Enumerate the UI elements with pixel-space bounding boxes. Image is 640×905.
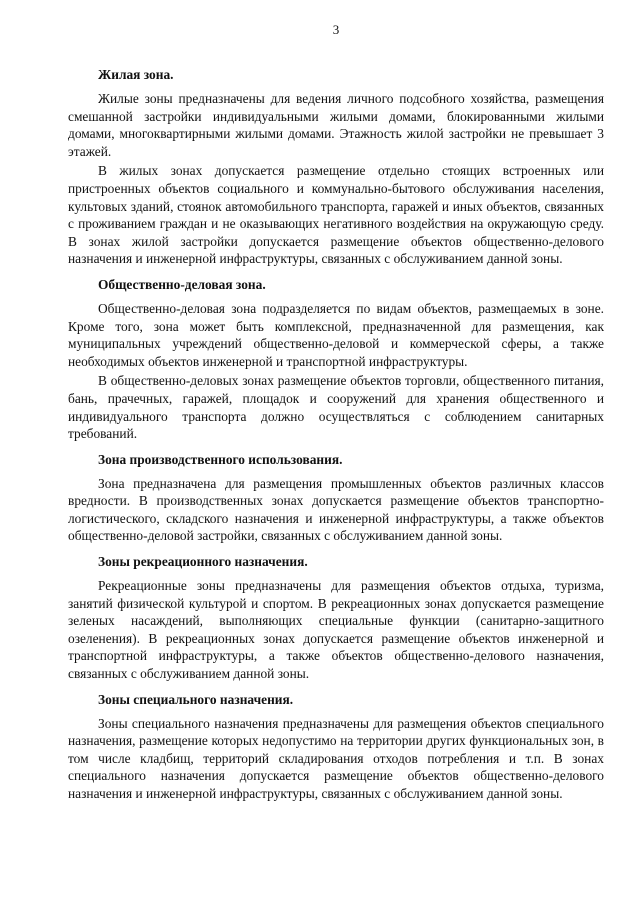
section-recreational-zone bbox=[68, 553, 604, 683]
section-industrial-zone bbox=[68, 451, 604, 545]
paragraph: Зоны специального назначения предназначены для размещения объектов специального назначения, размещение которых недопустимо на территории других функциональных зон, в том числе кладбищ, территорий складирования отходов потребления и т.п. В зонах специального назначения допускается размещение объектов общественно-делового назначения и инженерной инфраструктуры, связанных с обслуживанием данной зоны. bbox=[68, 715, 604, 801]
section-special-zone bbox=[68, 691, 604, 803]
section-public-business-zone bbox=[68, 276, 604, 443]
section-heading: Общественно-деловая зона. bbox=[98, 276, 266, 292]
section-heading: Зона производственного использования. bbox=[98, 451, 343, 467]
paragraph: В жилых зонах допускается размещение отдельно стоящих встроенных или пристроенных объектов социального и коммунально-бытового обслуживания населения, культовых зданий, стоянок автомобильного транспорта, гаражей и иных объектов, связанных с проживанием граждан и не оказывающих негативного воздействия на окружающую среду. В зонах жилой застройки допускается размещение объектов общественно-делового назначения и инженерной инфраструктуры, связанных с обслуживанием данной зоны. bbox=[68, 163, 604, 267]
section-residential-zone bbox=[68, 66, 604, 268]
section-heading: Зоны рекреационного назначения. bbox=[98, 554, 308, 570]
paragraph: Общественно-деловая зона подразделяется по видам объектов, размещаемых в зоне. Кроме того, зона может быть комплексной, предназначенной для размещения, как муниципальных учреждений общественно-деловой и коммерческой сферы, а также необходимых объектов инженерной и транспортной инфраструктуры. bbox=[68, 300, 604, 369]
paragraph: Рекреационные зоны предназначены для размещения объектов отдыха, туризма, занятий физической культурой и спортом. В рекреационных зонах допускается размещение зеленых насаждений, выполняющих специальные функции (санитарно-защитного озеленения). В рекреационных зонах допускается размещение объектов инженерной и транспортной инфраструктуры, а также объектов общественно-делового назначения, связанных с обслуживанием данной зоны. bbox=[68, 578, 604, 682]
page-number: 3 bbox=[332, 22, 340, 37]
section-heading: Зоны специального назначения. bbox=[98, 691, 294, 707]
paragraph: Зона предназначена для размещения промышленных объектов различных классов вредности. В производственных зонах допускается размещение объектов транспортно-логистического, складского назначения и инженерной инфраструктуры, а также объектов общественно-деловой застройки, связанных с обслуживанием данной зоны. bbox=[68, 475, 604, 544]
paragraph: В общественно-деловых зонах размещение объектов торговли, общественного питания, бань, прачечных, гаражей, площадок и сооружений для хранения общественного и индивидуального транспорта должно осуществляться с соблюдением санитарных требований. bbox=[68, 373, 604, 442]
section-heading: Жилая зона. bbox=[98, 67, 174, 82]
paragraph: Жилые зоны предназначены для ведения личного подсобного хозяйства, размещения смешанной застройки индивидуальными жилыми домами, блокированными жилыми домами, многоквартирными жилыми домами. Этажность жилой застройки не превышает 3 этажей. bbox=[68, 91, 604, 159]
